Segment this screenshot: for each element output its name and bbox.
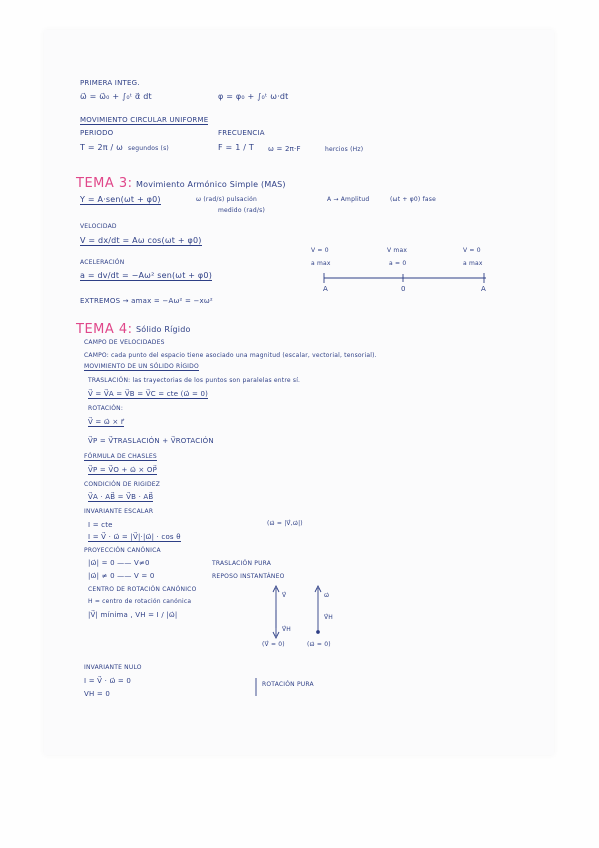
primera-integ-title: PRIMERA INTEG. [80, 79, 140, 87]
rigid-motion-title: MOVIMIENTO DE UN SÓLIDO RÍGIDO [84, 363, 199, 370]
acceleration-formula: a = dv/dt = −Aω² sen(ωt + φ0) [80, 271, 213, 280]
axis-point-mid: 0 [401, 285, 406, 293]
velocity-formula: V = dx/dt = Aω cos(ωt + φ0) [80, 236, 202, 245]
case-translation: |ω⃗| = 0 —— V≠0 [88, 559, 150, 567]
tema3-title: Movimiento Armónico Simple (MAS) [136, 180, 286, 189]
rotation-center-title: CENTRO DE ROTACIÓN CANÓNICO [88, 586, 197, 593]
diagram2-point [317, 631, 320, 634]
amplitude-note: A → Amplitud [327, 196, 370, 203]
rotation-center-definition: H = centro de rotación canónica [88, 598, 192, 605]
frequency-unit: hercios (Hz) [325, 146, 364, 153]
case-rest-result: REPOSO INSTANTÁNEO [212, 573, 285, 580]
axis-point-left: A [323, 285, 328, 293]
phase-note: (ωt + φ0) fase [390, 196, 436, 203]
diagram2-label-w: ω⃗ [324, 592, 330, 599]
scalar-invariant-formula: I = V⃗ · ω⃗ = |V⃗|·|ω⃗| · cos θ [88, 533, 181, 541]
axis-left-bottom: a max [311, 260, 331, 267]
axis-mid-bottom: a = 0 [389, 260, 407, 267]
case-rest: |ω⃗| ≠ 0 —— V = 0 [88, 572, 155, 580]
period-formula: T = 2π / ω [80, 143, 124, 152]
mcu-title: MOVIMIENTO CIRCULAR UNIFORME [80, 116, 209, 124]
diagram1-label-vh: V⃗H [282, 626, 292, 633]
axis-mid-top: V max [387, 247, 408, 254]
chasles-title: FÓRMULA DE CHASLES [84, 453, 157, 460]
chasles-formula: V⃗P = V⃗O + ω⃗ × OP⃗ [88, 466, 158, 474]
rigidity-title: CONDICIÓN DE RIGIDEZ [84, 481, 161, 488]
tema3-heading: TEMA 3: [76, 176, 133, 191]
axis-right-bottom: a max [463, 260, 483, 267]
scalar-invariant-const: I = cte [88, 521, 113, 529]
formula-phi-integral: φ = φ₀ + ∫₀ᵗ ω·dt [218, 92, 289, 101]
velocity-composition: V⃗P = V⃗TRASLACIÓN + V⃗ROTACIÓN [88, 437, 214, 445]
frequency-label: FRECUENCIA [218, 129, 265, 137]
formula-omega-integral: ω⃗ = ω⃗₀ + ∫₀ᵗ α⃗ dt [80, 92, 152, 101]
null-invariant-vh: VH = 0 [84, 690, 111, 698]
null-invariant-formula: I = V⃗ · ω⃗ = 0 [84, 677, 132, 685]
acceleration-label: ACELERACIÓN [80, 259, 125, 266]
velocity-label: VELOCIDAD [80, 223, 117, 230]
period-unit: segundos (s) [128, 145, 169, 152]
axis-left-top: V = 0 [311, 247, 329, 254]
velocity-field-title: CAMPO DE VELOCIDADES [84, 339, 165, 346]
frequency-relation: ω = 2π·F [268, 145, 301, 153]
case-translation-result: TRASLACIÓN PURA [212, 560, 272, 567]
axis-point-right: A [481, 285, 486, 293]
tema4-title: Sólido Rígido [136, 325, 191, 334]
rotation-formula: V⃗ = ω⃗ × r⃗ [88, 418, 124, 426]
tema4-heading: TEMA 4: [76, 322, 133, 337]
mas-position-formula: Y = A·sen(ωt + φ0) [80, 195, 161, 204]
extremes-formula: EXTREMOS → amax = −Aω² = −xω² [80, 297, 213, 305]
period-label: PERIODO [80, 129, 114, 137]
rotation-label: ROTACIÓN: [88, 405, 124, 412]
field-definition: CAMPO: cada punto del espacio tiene asociado una magnitud (escalar, vectorial, tensorial). [84, 352, 377, 359]
diagram2-label-vh: V⃗H [324, 614, 334, 621]
frequency-formula: F = 1 / T [218, 143, 254, 152]
canonical-projection-title: PROYECCIÓN CANÓNICA [84, 547, 161, 554]
pure-rotation-result: ROTACIÓN PURA [262, 681, 314, 688]
null-invariant-title: INVARIANTE NULO [84, 664, 142, 671]
axis-right-top: V = 0 [463, 247, 481, 254]
diagram2-caption: (ω⃗ = 0) [307, 641, 331, 648]
omega-note-units: medido (rad/s) [218, 207, 265, 214]
diagram1-caption: (V⃗ = 0) [262, 641, 285, 648]
translation-formula: V⃗ = V⃗A = V⃗B = V⃗C = cte (ω⃗ = 0) [88, 390, 209, 398]
omega-note: ω (rad/s) pulsación [196, 196, 257, 203]
minimum-velocity-formula: |V⃗| mínima , VH = I / |ω⃗| [88, 611, 178, 619]
diagram1-label-v: V⃗ [282, 592, 287, 599]
scalar-invariant-note: (ω⃗ = |V⃗,ω⃗|) [267, 520, 303, 527]
scalar-invariant-title: INVARIANTE ESCALAR [84, 508, 154, 515]
translation-definition: TRASLACIÓN: las trayectorias de los puntos son paralelas entre sí. [88, 377, 301, 384]
rigidity-formula: V⃗A · AB⃗ = V⃗B · AB⃗ [88, 493, 154, 501]
